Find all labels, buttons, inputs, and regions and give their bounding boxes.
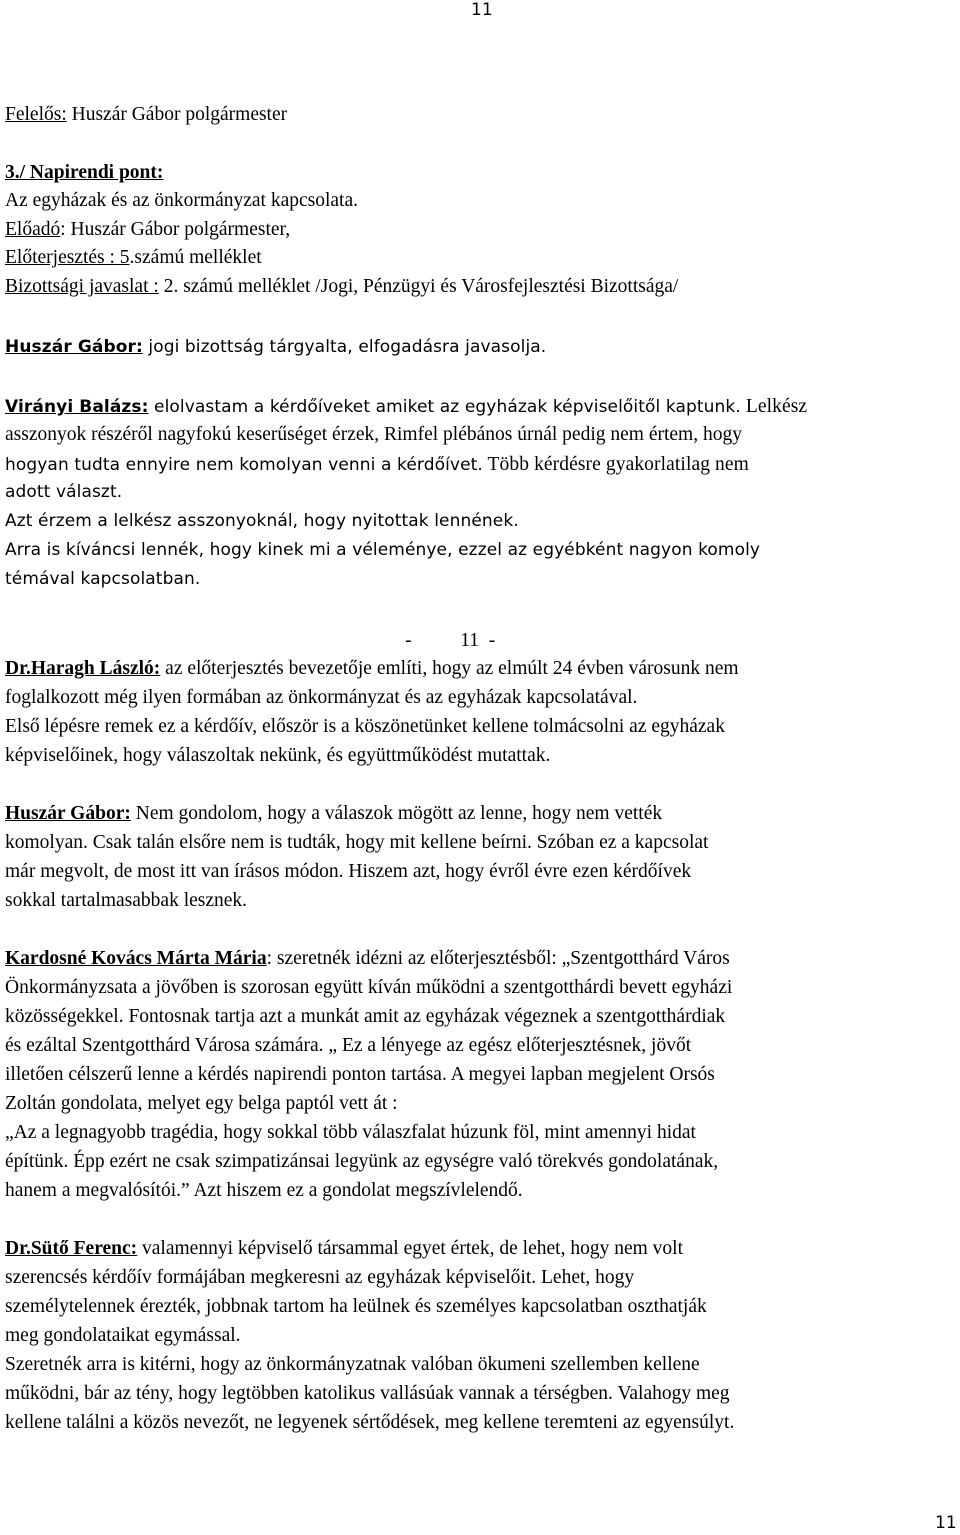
p2-text-1b: Lelkész xyxy=(740,396,808,417)
eloado-line xyxy=(5,220,290,240)
javaslat-line xyxy=(5,277,678,297)
p2-text-3: hogyan tudta ennyire nem komolyan venni a kérdőívet. xyxy=(5,455,483,475)
eloterjesztes-text: .számú melléklet xyxy=(129,247,262,268)
p2-line-5: Azt érzem a lelkész asszonyoknál, hogy nyitottak lennének. xyxy=(5,511,519,531)
speaker-viranyi: Virányi Balázs: xyxy=(5,397,149,417)
speaker-suto-prefix: Dr. xyxy=(5,1238,31,1259)
p1-text: jogi bizottság tárgyalta, elfogadásra javasolja. xyxy=(142,337,547,357)
p5-line-8: építünk. Épp ezért ne csak szimpatizánsai legyünk az egységre való törekvés gondolatának, xyxy=(5,1151,719,1172)
p3-line-1 xyxy=(5,659,739,679)
speaker-suto xyxy=(5,1238,137,1259)
p4-line-4: sokkal tartalmasabbak lesznek. xyxy=(5,890,248,911)
p4-line-3: már megvolt, de most itt van írásos módon. Hiszem azt, hogy évről évre ezen kérdőívek xyxy=(5,861,692,882)
p6-line-3: személytelennek érezték, jobbnak tartom ha leülnek és személyes kapcsolatban oszthatják xyxy=(5,1296,707,1317)
felelos-text: Huszár Gábor polgármester xyxy=(66,104,288,125)
javaslat-text: 2. számú melléklet /Jogi, Pénzügyi és Városfejlesztési Bizottsága/ xyxy=(158,276,679,297)
p5-text-1: : szeretnék idézni az előterjesztésből: „Szentgotthárd Város xyxy=(266,948,730,969)
agenda-subject: Az egyházak és az önkormányzat kapcsolata. xyxy=(5,190,358,211)
speaker-haragh-prefix: Dr. xyxy=(5,658,31,679)
p5-line-7: „Az a legnagyobb tragédia, hogy sokkal több válaszfalat húzunk föl, mint amennyi hidat xyxy=(5,1122,696,1143)
p2-line-7: témával kapcsolatban. xyxy=(5,569,201,589)
p6-line-4: meg gondolataikat egymással. xyxy=(5,1325,241,1346)
felelos-label: Felelős: xyxy=(5,104,67,125)
eloterjesztes-label: Előterjesztés : 5 xyxy=(5,247,130,268)
eloado-label: Előadó xyxy=(5,219,61,240)
p3-line-2: foglalkozott még ilyen formában az önkormányzat és az egyházak kapcsolatával. xyxy=(5,687,638,708)
p2-text-3b: Több kérdésre gyakorlatilag nem xyxy=(482,454,749,475)
p4-line-2: komolyan. Csak talán elsőre nem is tudták, hogy mit kellene beírni. Szóban ez a kapcsolat xyxy=(5,832,709,853)
p5-line-4: és ezáltal Szentgotthárd Városa számára. „ Ez a lényege az egész előterjesztésnek, jövőt xyxy=(5,1035,692,1056)
p6-line-1 xyxy=(5,1239,683,1259)
speaker-haragh xyxy=(5,658,160,679)
speaker-huszar-1: Huszár Gábor: xyxy=(5,337,143,357)
p1-line xyxy=(5,339,546,356)
p3-line-4: képviselőinek, hogy válaszoltak nekünk, és együttműködést mutattak. xyxy=(5,745,551,766)
p3-text-1: az előterjesztés bevezetője említi, hogy az elmúlt 24 évben városunk nem xyxy=(160,658,739,679)
javaslat-label: Bizottsági javaslat : xyxy=(5,276,159,297)
p2-line-6: Arra is kíváncsi lennék, hogy kinek mi a véleménye, ezzel az egyébként nagyon komoly xyxy=(5,540,761,560)
p2-line-4: adott választ. xyxy=(5,482,123,502)
eloterjesztes-line xyxy=(5,248,262,268)
p5-line-9: hanem a megvalósítói.” Azt hiszem ez a gondolat megszívlelendő. xyxy=(5,1180,523,1201)
p2-line-3 xyxy=(5,455,749,475)
p5-line-2: Önkormányzsata a jövőben is szorosan együtt kíván működni a szentgotthárdi bevett egyházi xyxy=(5,977,733,998)
page-number-top: 11 xyxy=(471,0,493,20)
p6-line-7: kellene találni a közös nevezőt, ne legyenek sértődések, meg kellene teremteni az egyensúlyt. xyxy=(5,1412,735,1433)
speaker-suto-name: Sütő Ferenc: xyxy=(30,1238,138,1259)
p6-line-5: Szeretnék arra is kitérni, hogy az önkormányzatnak valóban ökumeni szellemben kellene xyxy=(5,1354,700,1375)
p5-line-1 xyxy=(5,949,730,969)
p2-line-2: asszonyok részéről nagyfokú keserűséget érzek, Rimfel plébános úrnál pedig nem értem, hogy xyxy=(5,424,742,445)
p2-line-1 xyxy=(5,397,807,417)
p3-line-3: Első lépésre remek ez a kérdőív, először is a köszönetünket kellene tolmácsolni az egyházak xyxy=(5,716,725,737)
speaker-huszar-2: Huszár Gábor: xyxy=(5,803,131,824)
speaker-kardosne: Kardosné Kovács Márta Mária xyxy=(5,948,267,969)
p4-line-1 xyxy=(5,804,662,824)
page-number-bottom: 11 xyxy=(935,1513,957,1533)
p6-line-2: szerencsés kérdőív formájában megkeresni az egyházak képviselőit. Lehet, hogy xyxy=(5,1267,635,1288)
felelos-line xyxy=(5,105,287,125)
p5-line-5: illetően célszerű lenne a kérdés napirendi ponton tartása. A megyei lapban megjelent Orsós xyxy=(5,1064,715,1085)
eloado-text: : Huszár Gábor polgármester, xyxy=(60,219,291,240)
p5-line-6: Zoltán gondolata, melyet egy belga paptól vett át : xyxy=(5,1093,398,1114)
p2-text-1: elolvastam a kérdőíveket amiket az egyházak képviselőitől kaptunk. xyxy=(148,397,741,417)
speaker-haragh-name: Haragh László: xyxy=(30,658,161,679)
agenda-title: 3./ Napirendi pont: xyxy=(5,162,164,183)
page-marker: - 11 - xyxy=(405,630,496,651)
p6-text-1: valamennyi képviselő társammal egyet értek, de lehet, hogy nem volt xyxy=(137,1238,683,1259)
p4-text-1: Nem gondolom, hogy a válaszok mögött az lenne, hogy nem vették xyxy=(130,803,663,824)
p6-line-6: működni, bár az tény, hogy legtöbben katolikus vallásúak vannak a térségben. Valahogy meg xyxy=(5,1383,730,1404)
p5-line-3: közösségekkel. Fontosnak tartja azt a munkát amit az egyházak végeznek a szentgotthárdiak xyxy=(5,1006,726,1027)
